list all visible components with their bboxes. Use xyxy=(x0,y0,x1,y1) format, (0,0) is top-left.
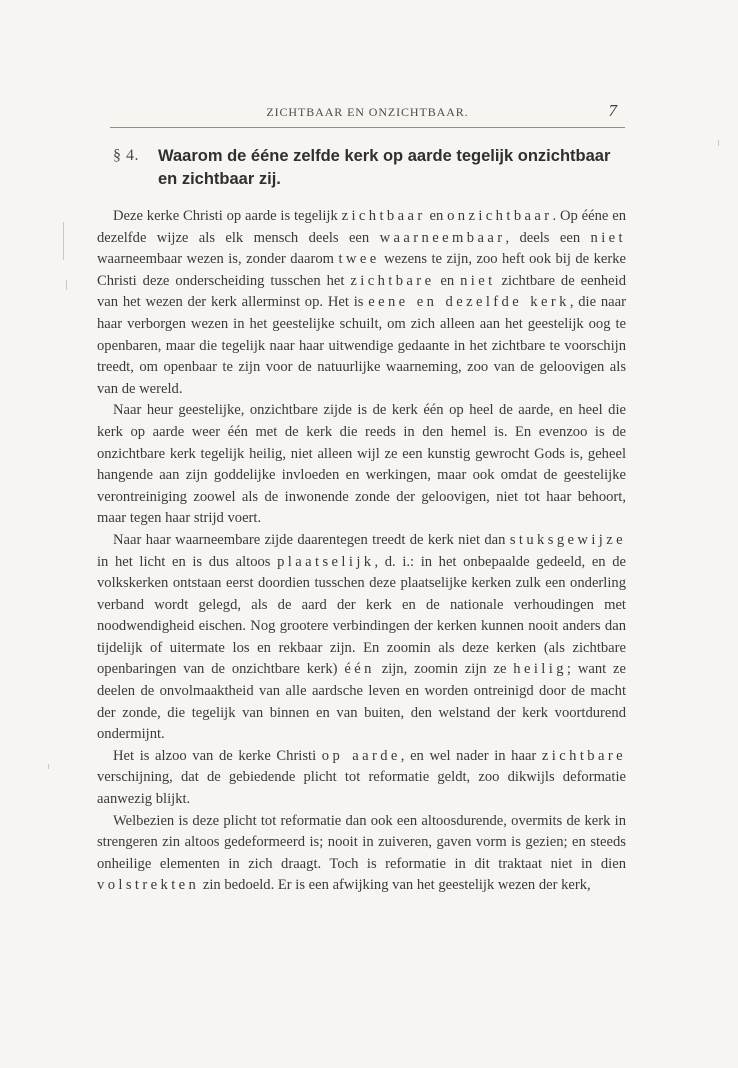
page-number: 7 xyxy=(608,101,617,120)
text-run: zichtbare de eenheid van het wezen der kerk allerminst op. Het is xyxy=(97,272,626,311)
emphasized-text: onzichtbaar xyxy=(447,208,553,224)
text-run: en xyxy=(425,208,448,224)
text-run: Naar haar waarneembare zijde daarentegen treedt de kerk niet dan xyxy=(113,531,510,548)
text-run: zijn, zoomin zijn ze xyxy=(374,661,514,678)
text-run: . Op ééne en dezelfde wijze als elk mensch deels een xyxy=(97,208,626,246)
text-run: in het licht en is dus altoos xyxy=(97,553,278,570)
text-run: , d. i.: in het onbepaalde gedeeld, en de volkskerken ontstaan eerst doordien tusschen deze plaatselijke kerken zulk een onderling verband wordt gelegd, als de aard der kerk en de nationale verhoudingen met noodwendigheid eischen. Nog grootere verbindingen der kerken kunnen nooit anders dan tijdelijk of uitermate los en rekbaar zijn. En zoomin als deze kerken (als zichtbare openbaringen van de onzichtbare kerk) xyxy=(97,553,626,678)
scan-mark xyxy=(48,764,49,769)
emphasized-text: twee xyxy=(338,251,380,268)
scan-mark xyxy=(63,222,64,260)
paragraph xyxy=(97,746,626,811)
running-header xyxy=(110,101,625,127)
section-heading xyxy=(113,145,633,191)
section-title: Waarom de ééne zelfde kerk op aarde tegelijk onzichtbaar en zichtbaar zij. xyxy=(158,147,611,188)
scan-mark xyxy=(66,280,67,290)
text-run: , en wel nader in haar xyxy=(400,747,542,764)
emphasized-text: eene en dezelfde kerk xyxy=(368,294,570,311)
text-run: , die naar haar verborgen wezen in het geestelijke schuilt, om zich alleen aan het geestelijk oog te openbaren, maar die tegelijk naar haar uitwendige gedaante in het zichtbare te voorschijn treedt, om openbaar te zijn voor de natuurlijke waarneming, zoo van de geloovigen als van de wereld. xyxy=(97,294,626,397)
emphasized-text: stuksgewijze xyxy=(509,531,626,548)
paragraph xyxy=(97,206,626,400)
text-run: zin bedoeld. Er is een afwijking van het geestelijk wezen der kerk, xyxy=(199,877,591,894)
emphasized-text: zichtbare xyxy=(350,272,435,289)
text-run: Het is alzoo van de kerke Christi xyxy=(113,747,322,764)
paragraph xyxy=(97,811,626,897)
emphasized-text: plaatselijk xyxy=(277,553,375,570)
body-text xyxy=(97,206,626,897)
text-run: verschijning, dat de gebiedende plicht tot reformatie geldt, zoo dikwijls deformatie aanwezig blijkt. xyxy=(97,769,626,808)
paragraph xyxy=(97,530,626,746)
text-run: waarneembaar wezen is, zonder daarom xyxy=(97,251,339,268)
text-run: ; want ze deelen de onvolmaaktheid van alle aardsche leven en worden ontreinigd door de macht der zonde, die tegelijk van binnen en van buiten, den welstand der kerk voortdurend ondermijnt. xyxy=(97,661,627,743)
emphasized-text: zichtbare xyxy=(541,747,626,764)
paragraph xyxy=(97,400,626,530)
text-run: Naar heur geestelijke, onzichtbare zijde is de kerk één op heel de aarde, en heel die kerk op aarde weer één met de kerk die reeds in den hemel is. En evenzoo is de onzichtbare kerk tegelijk heilig, niet alleen wijl ze een kunstig gewrocht Gods is, geheel hangende aan zijn goddelijke invloeden en werkingen, maar ook omdat de geestelijke verontreiniging zoowel als de inwonende zonde der geloovigen, niet tot haar behoort, maar tegen haar strijd voert. xyxy=(97,402,626,527)
emphasized-text: niet xyxy=(460,272,496,289)
text-run: Welbezien is deze plicht tot reformatie dan ook een altoosdurende, overmits de kerk in strengeren zin altoos gedeformeerd is; nooit in zuiveren, gaven vorm is gezien; en steeds onheilige elementen in zich draagt. Toch is reformatie in dit traktaat niet in dien xyxy=(97,812,626,872)
text-run: en xyxy=(434,272,461,289)
scan-mark xyxy=(718,140,719,146)
emphasized-text: waarneembaar xyxy=(379,229,506,246)
section-number: § 4. xyxy=(113,147,139,164)
emphasized-text: één xyxy=(344,661,375,678)
text-run: wezens te zijn, zoo heft ook bij de kerke Christi deze onderscheiding tusschen het xyxy=(97,251,626,289)
emphasized-text: niet xyxy=(590,229,626,246)
emphasized-text: volstrekten xyxy=(97,877,200,894)
header-rule xyxy=(110,127,625,128)
emphasized-text: op aarde xyxy=(321,747,401,764)
emphasized-text: zichtbaar xyxy=(341,208,426,224)
text-run: Deze kerke Christi op aarde is tegelijk xyxy=(113,208,342,224)
running-title: ZICHTBAAR EN ONZICHTBAAR. xyxy=(266,105,469,119)
text-run: , deels een xyxy=(505,229,591,246)
emphasized-text: heilig xyxy=(513,661,567,678)
